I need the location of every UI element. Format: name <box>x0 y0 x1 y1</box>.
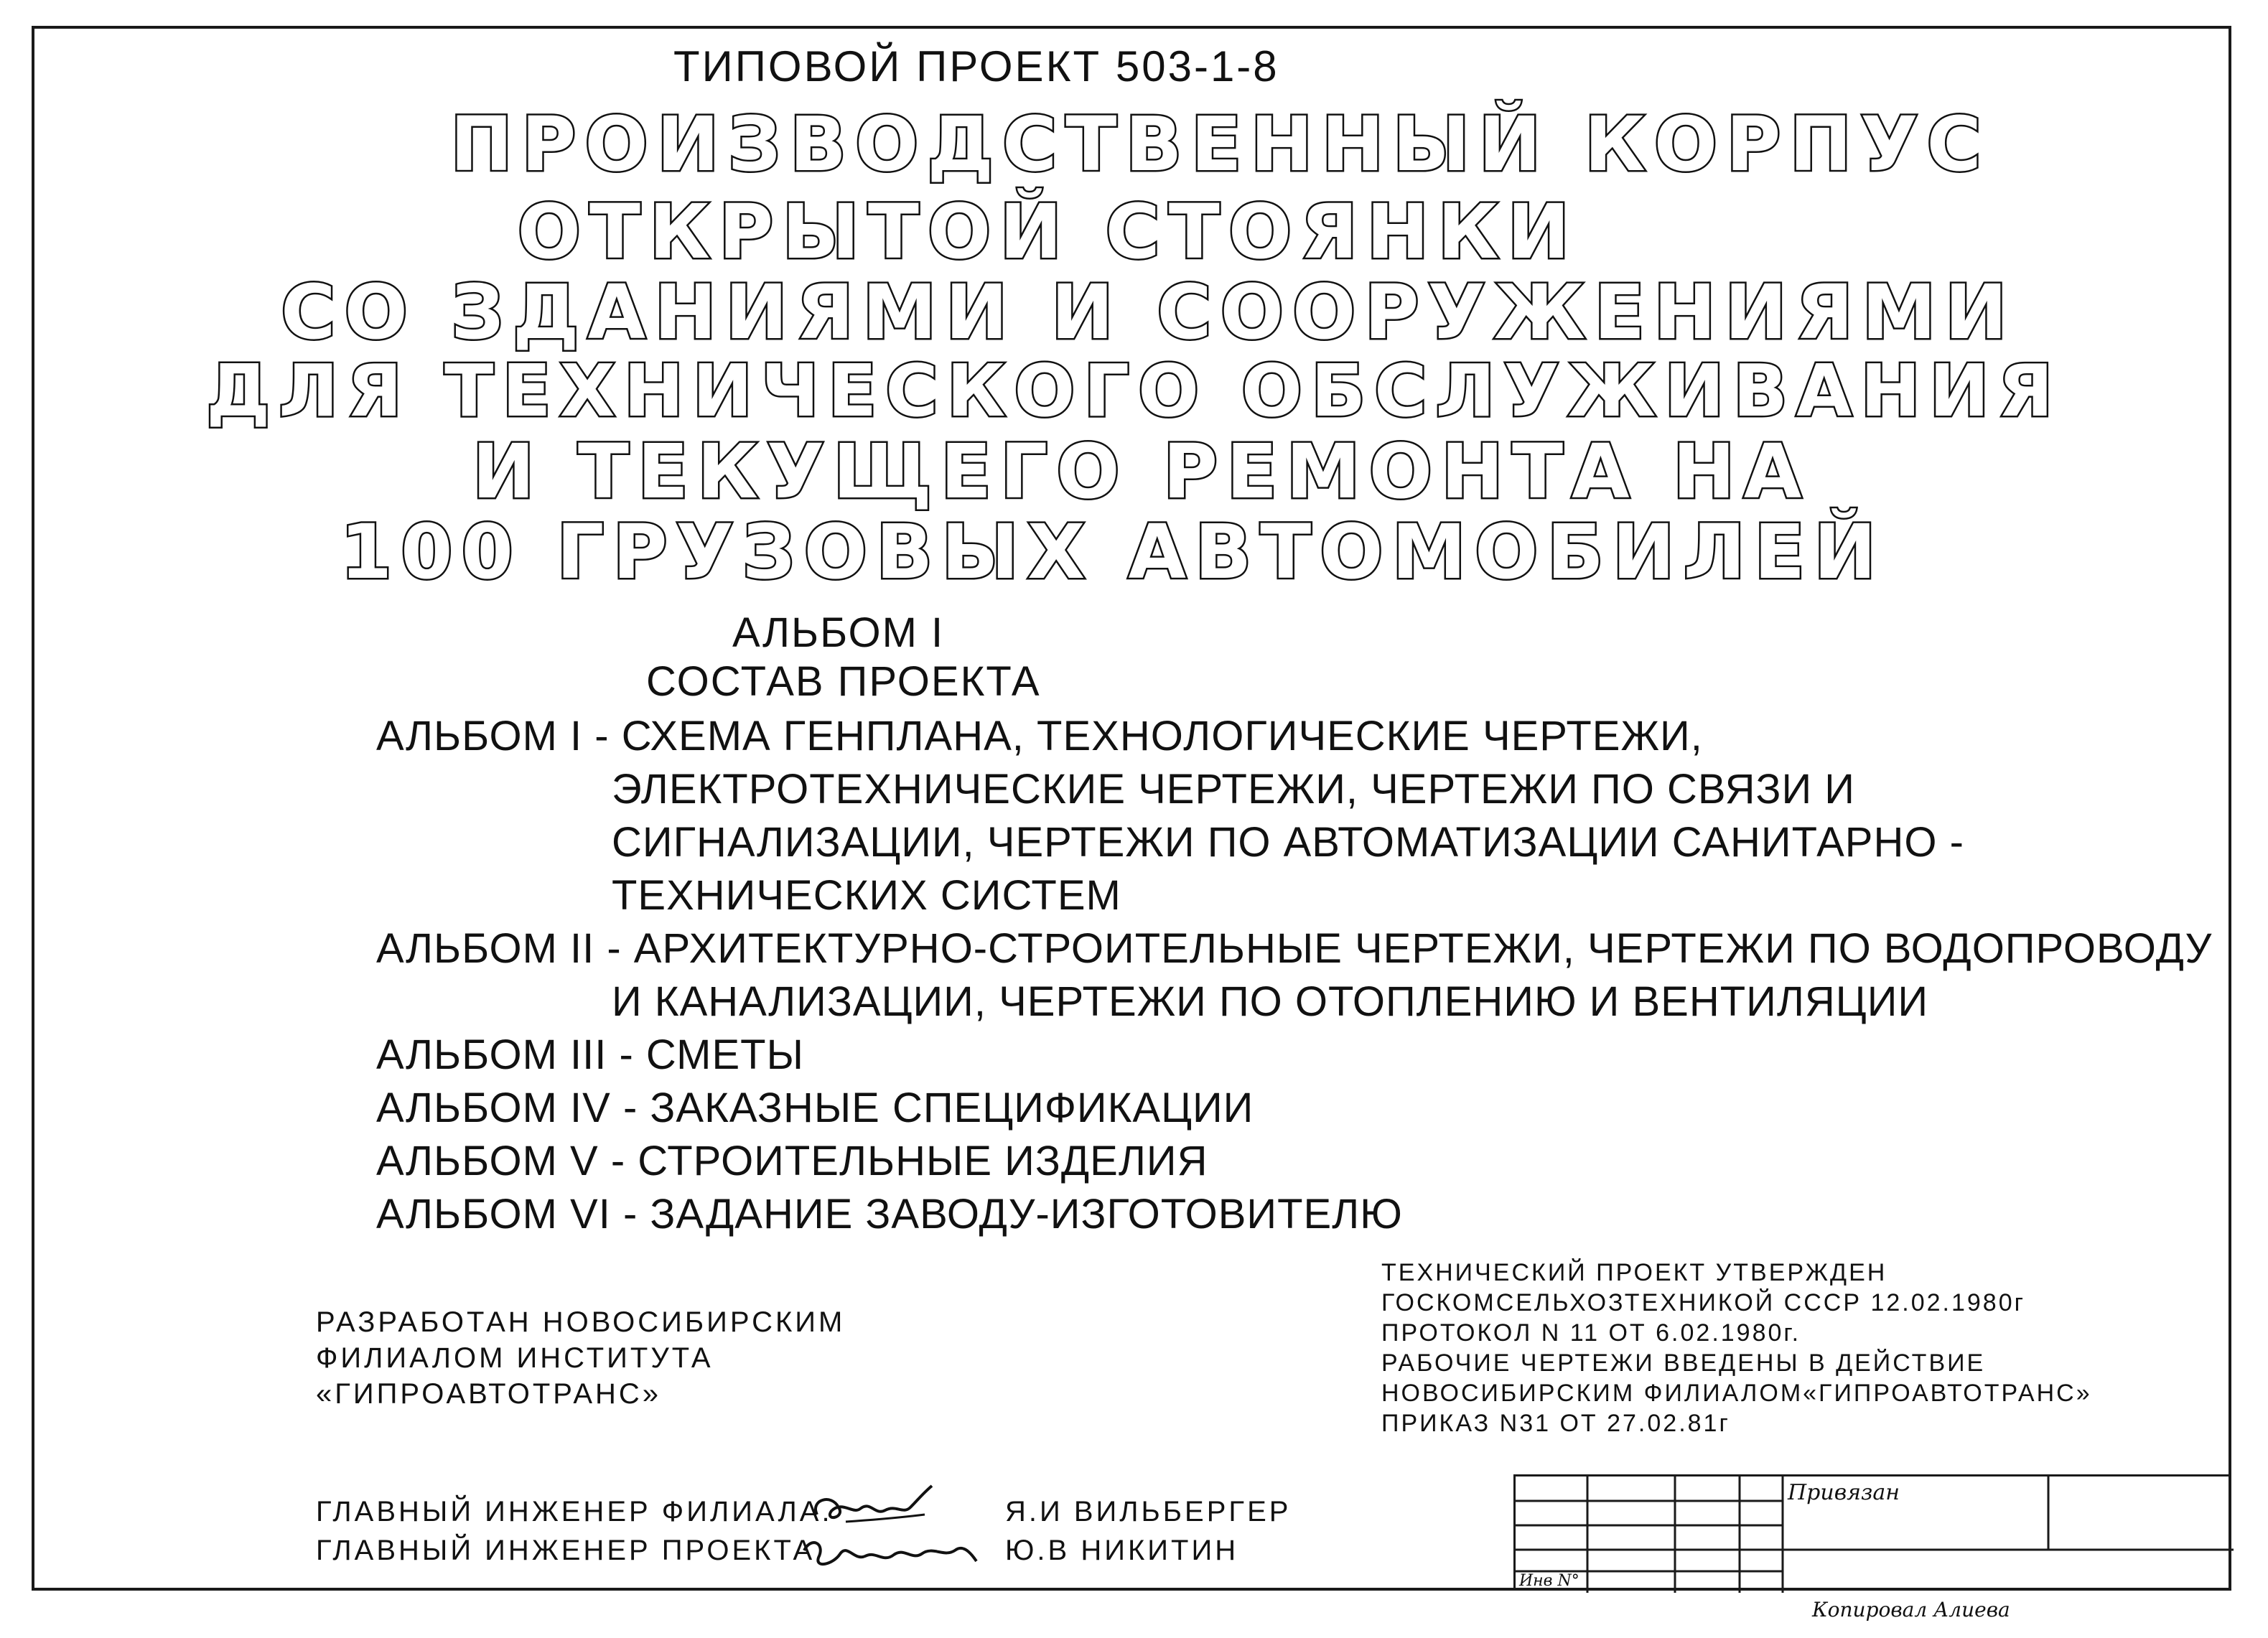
stamp-inventory-label: Инв N° <box>1519 1572 1579 1590</box>
chief-engineer-branch-role: ГЛАВНЫЙ ИНЖЕНЕР ФИЛИАЛА. <box>316 1496 833 1527</box>
approval-line-6: ПРИКАЗ N31 ОТ 27.02.81г <box>1381 1410 1730 1437</box>
album-line-2: ЭЛЕКТРОТЕХНИЧЕСКИЕ ЧЕРТЕЖИ, ЧЕРТЕЖИ ПО СВЯЗИ И <box>612 766 1855 813</box>
album-line-6: И КАНАЛИЗАЦИИ, ЧЕРТЕЖИ ПО ОТОПЛЕНИЮ И ВЕНТИЛЯЦИИ <box>612 978 1929 1025</box>
album-line-5: АЛЬБОМ II - АРХИТЕКТУРНО-СТРОИТЕЛЬНЫЕ ЧЕРТЕЖИ, ЧЕРТЕЖИ ПО ВОДОПРОВОДУ <box>376 925 2213 972</box>
signature-1-icon <box>803 1479 946 1536</box>
album-line-10: АЛЬБОМ VI - ЗАДАНИЕ ЗАВОДУ-ИЗГОТОВИТЕЛЮ <box>376 1191 1403 1237</box>
album-line-4: ТЕХНИЧЕСКИХ СИСТЕМ <box>612 872 1121 919</box>
chief-engineer-project-name: Ю.В НИКИТИН <box>1005 1535 1239 1566</box>
signature-2-icon <box>797 1529 984 1579</box>
project-number: ТИПОВОЙ ПРОЕКТ 503-1-8 <box>673 42 1279 90</box>
copy-note: Копировал Алиева <box>1812 1598 2010 1621</box>
developer-line-2: ФИЛИАЛОМ ИНСТИТУТА <box>316 1342 714 1374</box>
title-line-3: СО ЗДАНИЯМИ И СООРУЖЕНИЯМИ <box>281 268 2016 356</box>
album-heading: АЛЬБОМ I <box>732 609 945 656</box>
approval-line-1: ТЕХНИЧЕСКИЙ ПРОЕКТ УТВЕРЖДЕН <box>1381 1259 1887 1286</box>
developer-line-3: «ГИПРОАВТОТРАНС» <box>316 1378 662 1410</box>
title-line-1: ПРОИЗВОДСТВЕННЫЙ КОРПУС <box>450 100 1990 188</box>
album-line-3: СИГНАЛИЗАЦИИ, ЧЕРТЕЖИ ПО АВТОМАТИЗАЦИИ САНИТАРНО - <box>612 819 1964 866</box>
title-line-4: ДЛЯ ТЕХНИЧЕСКОГО ОБСЛУЖИВАНИЯ <box>206 349 2062 433</box>
title-line-2: ОТКРЫТОЙ СТОЯНКИ <box>517 188 1579 276</box>
album-line-8: АЛЬБОМ IV - ЗАКАЗНЫЕ СПЕЦИФИКАЦИИ <box>376 1085 1254 1131</box>
stamp-privyazan: Привязан <box>1788 1480 1900 1505</box>
album-line-7: АЛЬБОМ III - СМЕТЫ <box>376 1031 804 1078</box>
title-line-6: 100 ГРУЗОВЫХ АВТОМОБИЛЕЙ <box>340 508 1885 596</box>
album-line-1: АЛЬБОМ I - СХЕМА ГЕНПЛАНА, ТЕХНОЛОГИЧЕСКИЕ ЧЕРТЕЖИ, <box>376 713 1703 759</box>
approval-line-4: РАБОЧИЕ ЧЕРТЕЖИ ВВЕДЕНЫ В ДЕЙСТВИЕ <box>1381 1349 1986 1377</box>
chief-engineer-branch-name: Я.И ВИЛЬБЕРГЕР <box>1005 1496 1292 1527</box>
album-line-9: АЛЬБОМ V - СТРОИТЕЛЬНЫЕ ИЗДЕЛИЯ <box>376 1138 1208 1184</box>
approval-line-3: ПРОТОКОЛ N 11 ОТ 6.02.1980г. <box>1381 1319 1801 1347</box>
chief-engineer-project-role: ГЛАВНЫЙ ИНЖЕНЕР ПРОЕКТА <box>316 1535 816 1566</box>
title-line-5: И ТЕКУЩЕГО РЕМОНТА НА <box>472 428 1811 515</box>
approval-line-5: НОВОСИБИРСКИМ ФИЛИАЛОМ«ГИПРОАВТОТРАНС» <box>1381 1380 2092 1407</box>
developer-line-1: РАЗРАБОТАН НОВОСИБИРСКИМ <box>316 1306 846 1338</box>
composition-label: СОСТАВ ПРОЕКТА <box>646 658 1041 705</box>
approval-line-2: ГОСКОМСЕЛЬХОЗТЕХНИКОЙ СССР 12.02.1980г <box>1381 1289 2026 1316</box>
